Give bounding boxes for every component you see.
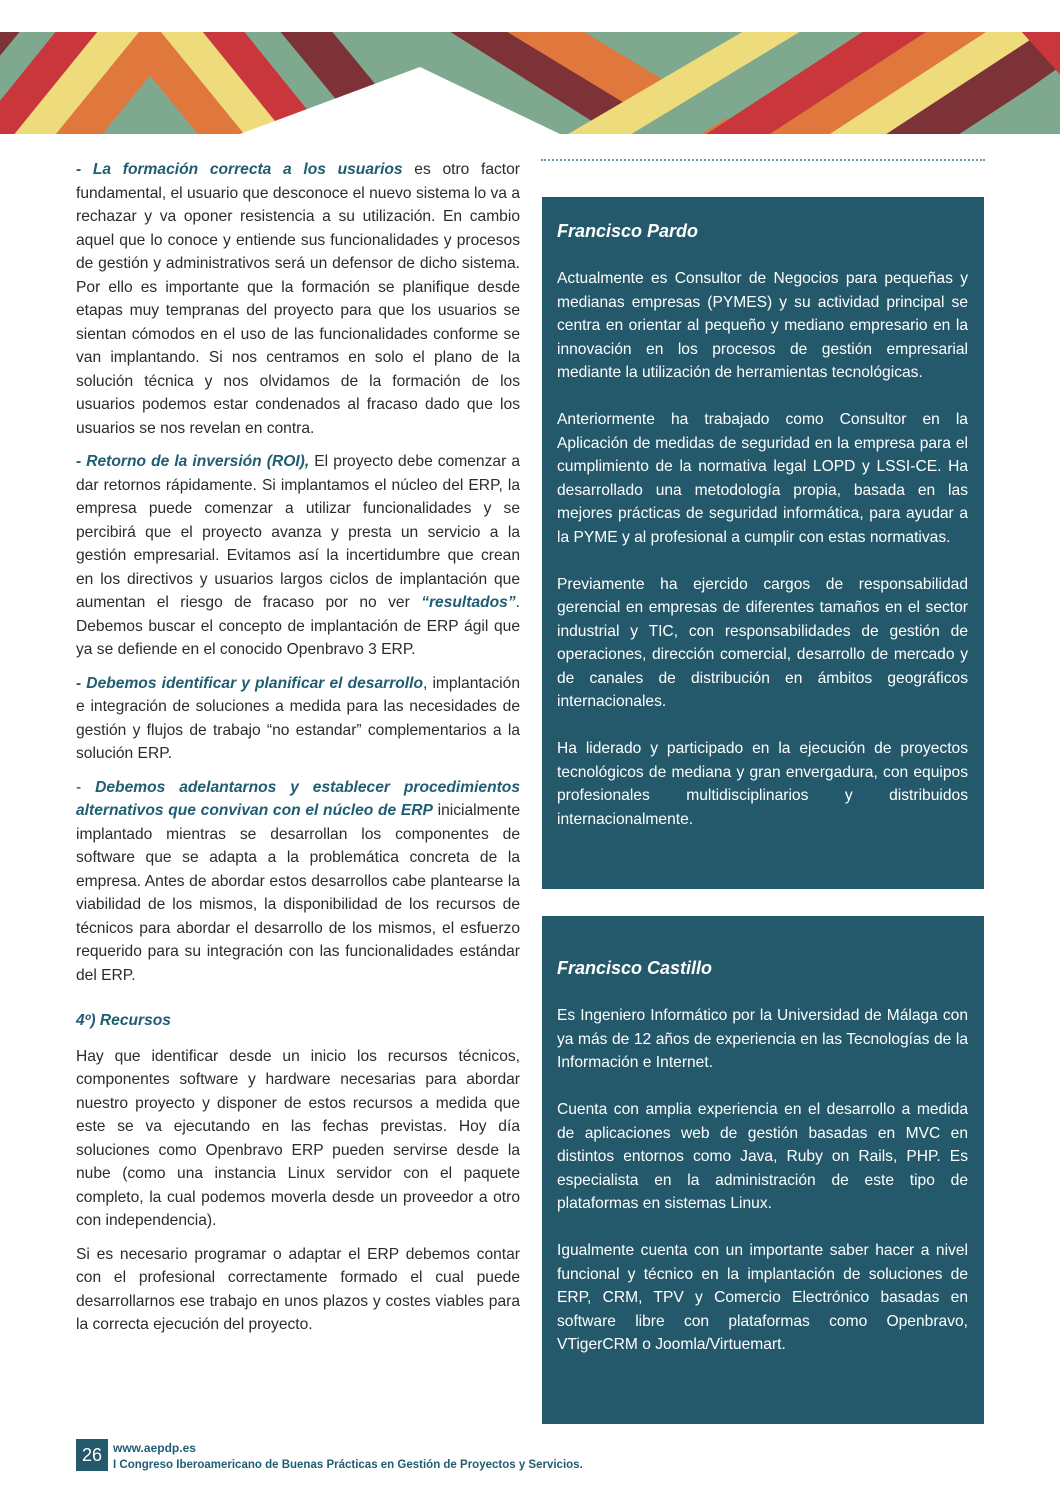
footer-url-link[interactable]: www.aepdp.es [113,1441,196,1455]
emphasis-results: “resultados” [421,594,516,611]
paragraph-resources-2: Si es necesario programar o adaptar el ERP debemos contar con el profesional correctamente formado el cual puede desarrollarnos ese trabajo en unos plazos y costes viables para la correcta ejecución del proyecto. [76,1245,520,1333]
bio-paragraph: Anteriormente ha trabajado como Consultor en la Aplicación de medidas de seguridad en la empresa para el cumplimiento de la normativa legal LOPD y LSSI-CE. Ha desarrollado una metodología propia, basada en las mejores prácticas de seguridad informática, para ayudar a la PYME y al profesional a cumplir con estas normativas. [557,411,968,546]
paragraph-plan-development [76,672,520,766]
paragraph-text: El proyecto debe comenzar a dar retornos rápidamente. Si implantamos el núcleo del ERP, la empresa puede comenzar a utilizar funcionalidades y se percibirá que el proyecto avanza y presta un servicio a la gestión empresarial. Evitamos así la incertidumbre que crean en los directivos y usuarios largos ciclos de implantación que aumentan el riesgo de fracaso por no ver [76,453,520,611]
page-number: 26 [76,1439,108,1471]
footer-conference-name: I Congreso Iberoamericano de Buenas Prácticas en Gestión de Proyectos y Servicios. [113,1459,583,1471]
bio-paragraph: Previamente ha ejercido cargos de responsabilidad gerencial en empresas de diferentes tamaños en el sector industrial y TIC, con responsabilidades de gestión de operaciones, dirección comercial, desarrollo de mercado y de canales de distribución en ámbitos geográficos internacionales. [557,575,968,710]
bullet-dash: - [76,778,96,796]
bio-paragraph: Es Ingeniero Informático por la Universidad de Málaga con ya más de 12 años de experiencia en las Tecnologías de la Información e Internet. [557,1007,968,1071]
bio-name: Francisco Castillo [557,958,713,978]
paragraph-user-training [76,158,520,440]
paragraph-text: es otro factor fundamental, el usuario que desconoce el nuevo sistema lo va a rechazar y va oponer resistencia a su utilización. En cambio aquel que lo conoce y entiende sus funcionalidades y procesos de gestión y administrativos será un defensor de dicho sistema. Por ello es importante que la formación se planifique desde etapas muy tempranas del proyecto para que los usuarios se sientan cómodos en el uso de las funcionalidades conforme se van implantando. Si nos centramos en solo el plano de la solución técnica y nos olvidamos de la formación de los usuarios podemos estar condenados al fracaso dado que los usuarios se nos revelan en contra. [76,161,520,437]
bullet-lead: Debemos adelantarnos y establecer procedimientos alternativos que convivan con el núcleo de ERP [76,778,520,819]
bullet-lead: - Retorno de la inversión (ROI), [76,453,310,470]
paragraph-text: inicialmente implantado mientras se desarrollan los componentes de software que se adapta a la problemática concreta de la empresa. Antes de abordar estos desarrollos cabe plantearse la viabilidad de los mismos, la disponibilidad de los recursos de técnicos para abordar el desarrollo de los mismos, el esfuerzo requerido para su integración con las funcionalidades estándar del ERP. [76,802,520,984]
decorative-stripe-banner [0,32,1060,134]
paragraph-text: . Debemos buscar el concepto de implantación de ERP ágil que ya se defiende en el conocido Openbravo 3 ERP. [76,594,520,658]
paragraph-roi [76,450,520,662]
bio-box-francisco-castillo [542,916,984,1424]
paragraph-alternative-procedures [76,776,520,988]
bio-paragraph: Igualmente cuenta con un importante saber hacer a nivel funcional y técnico en la implantación de soluciones de ERP, CRM, TPV y Comercio Electrónico basadas en software libre con plataformas como Openbravo, VTigerCRM o Joomla/Virtuemart. [557,1242,968,1353]
bio-name: Francisco Pardo [557,221,699,241]
bio-paragraph: Ha liderado y participado en la ejecución de proyectos tecnológicos de mediana y gran envergadura, con equipos profesionales multidisciplinarios y distribuidos internacionalmente. [557,740,968,828]
section-heading-resources: 4º) Recursos [76,1012,171,1029]
bio-paragraph: Cuenta con amplia experiencia en el desarrollo a medida de aplicaciones web de gestión basadas en MVC en distintos entornos como Java, Ruby on Rails, PHP. Es especialista en la administración de este tipo de plataformas en sistemas Linux. [557,1101,968,1212]
bullet-lead: - Debemos identificar y planificar el desarrollo [76,674,423,692]
bullet-lead: - La formación correcta a los usuarios [76,161,403,178]
bio-box-francisco-pardo [542,197,984,889]
bio-paragraph: Actualmente es Consultor de Negocios para pequeñas y medianas empresas (PYMES) y su actividad principal se centra en orientar al pequeño y mediano empresario en la innovación en los procesos de gestión empresarial mediante la utilización de herramientas tecnológicas. [557,270,968,381]
dotted-divider [541,159,985,161]
paragraph-resources-1: Hay que identificar desde un inicio los recursos técnicos, componentes software y hardware necesarias para abordar nuestro proyecto y disponer de estos recursos a medida que este se va ejecutando en las fechas previstas. Hoy día soluciones como Openbravo ERP pueden servirse desde la nube (como una instancia Linux servidor con el paquete completo, la cual podemos moverla desde un proveedor a otro con independencia). [76,1047,520,1229]
paragraph-text: , implantación e integración de soluciones a medida para las necesidades de gestión y flujos de trabajo “no estandar” complementarios a la solución ERP. [76,674,520,762]
main-text-column [76,158,520,1347]
